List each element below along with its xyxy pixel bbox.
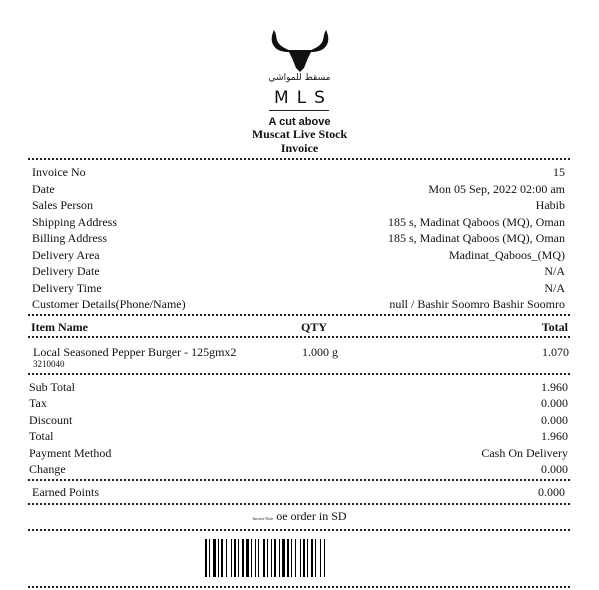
info-value: N/A	[544, 263, 565, 278]
info-row-delivery-time	[32, 280, 565, 296]
invoice-note-text: oe order in SD	[276, 509, 347, 523]
info-row-date	[32, 181, 565, 197]
invoice-note	[0, 509, 599, 524]
info-value: Madinat_Qaboos_(MQ)	[449, 247, 565, 262]
summary-label: Total	[29, 428, 54, 443]
summary-row-payment-method	[29, 445, 568, 461]
summary-row-discount	[29, 412, 568, 428]
divider	[28, 336, 570, 338]
info-label: Sales Person	[32, 197, 93, 212]
info-label: Invoice No	[32, 164, 86, 179]
info-label: Delivery Time	[32, 280, 102, 295]
summary-value: 0.000	[541, 461, 568, 476]
info-value: 185 s, Madinat Qaboos (MQ), Oman	[388, 230, 565, 245]
summary-value: 0.000	[541, 412, 568, 427]
info-value: Habib	[535, 197, 565, 212]
item-total: 1.070	[542, 345, 569, 359]
earned-points-label: Earned Points	[32, 484, 99, 499]
summary-row-sub-total	[29, 379, 568, 395]
summary-row-total	[29, 428, 568, 444]
info-label: Date	[32, 181, 55, 196]
summary-label: Change	[29, 461, 66, 476]
info-label: Delivery Date	[32, 263, 100, 278]
barcode	[205, 539, 393, 577]
item-name: Local Seasoned Pepper Burger - 125gmx2	[33, 345, 237, 359]
divider	[28, 314, 570, 316]
brand-tagline: A cut above	[268, 116, 331, 128]
info-row-delivery-date	[32, 263, 565, 279]
summary-value: 0.000	[541, 395, 568, 410]
divider	[28, 479, 570, 481]
column-header-item-name: Item Name	[31, 320, 88, 334]
summary-value: 1.960	[541, 379, 568, 394]
document-title: Invoice	[280, 141, 319, 155]
earned-points-row	[32, 484, 565, 500]
info-value: Mon 05 Sep, 2022 02:00 am	[428, 181, 565, 196]
item-qty: 1.000 g	[302, 345, 338, 359]
item-code: 3210040	[33, 359, 65, 369]
earned-points-value: 0.000	[538, 484, 565, 499]
summary-value: Cash On Delivery	[481, 445, 568, 460]
divider	[28, 529, 570, 531]
logo-divider	[269, 110, 329, 111]
divider	[28, 586, 570, 588]
info-row-sales-person	[32, 197, 565, 213]
info-row-billing-address	[32, 230, 565, 246]
summary-label: Sub Total	[29, 379, 75, 394]
brand-arabic-name: مسقط للمواشي	[268, 73, 331, 83]
info-label: Customer Details(Phone/Name)	[32, 296, 186, 311]
company-logo	[0, 28, 599, 74]
info-label: Shipping Address	[32, 214, 118, 229]
invoice-note-prefix: Invoice Note	[252, 516, 274, 521]
summary-row-tax	[29, 395, 568, 411]
summary-row-change	[29, 461, 568, 477]
info-value: 185 s, Madinat Qaboos (MQ), Oman	[388, 214, 565, 229]
info-value: null / Bashir Soomro Bashir Soomro	[389, 296, 565, 311]
info-value: N/A	[544, 280, 565, 295]
summary-label: Tax	[29, 395, 47, 410]
company-name: Muscat Live Stock	[251, 127, 348, 141]
info-label: Delivery Area	[32, 247, 100, 262]
info-row-shipping-address	[32, 214, 565, 230]
info-row-customer-details	[32, 296, 565, 312]
info-value: 15	[553, 164, 565, 179]
summary-value: 1.960	[541, 428, 568, 443]
column-header-total: Total	[541, 320, 568, 334]
brand-logo-text: MLS	[274, 88, 333, 108]
summary-label: Discount	[29, 412, 73, 427]
column-header-qty: QTY	[301, 320, 328, 334]
info-row-delivery-area	[32, 247, 565, 263]
info-row-invoice-no	[32, 164, 565, 180]
info-label: Billing Address	[32, 230, 108, 245]
summary-label: Payment Method	[29, 445, 112, 460]
divider	[28, 158, 570, 160]
divider	[28, 503, 570, 505]
divider	[28, 373, 570, 375]
bull-horns-icon	[268, 28, 332, 74]
